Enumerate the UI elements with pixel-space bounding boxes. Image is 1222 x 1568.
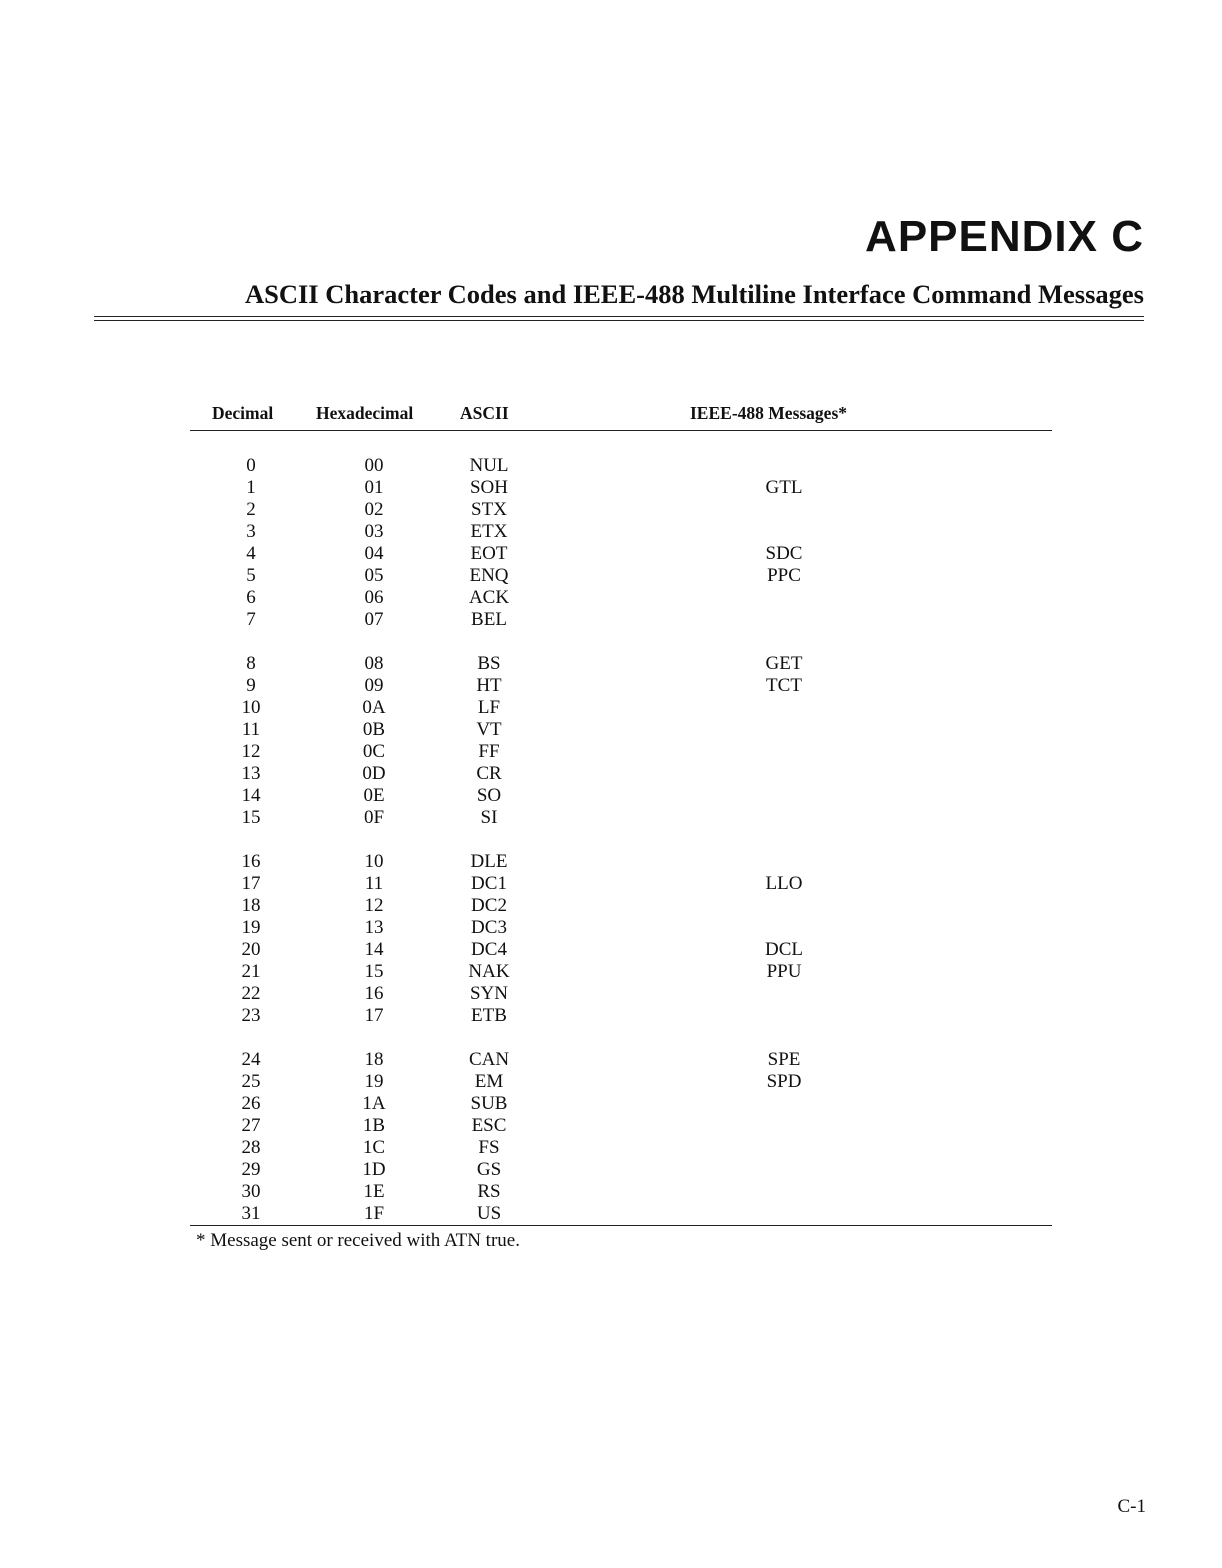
- cell-hexadecimal: 0D: [362, 763, 386, 784]
- table-row: [0, 477, 1222, 499]
- table-row: [0, 521, 1222, 543]
- cell-ascii: SUB: [470, 1093, 508, 1114]
- cell-hexadecimal: 0C: [362, 741, 386, 762]
- cell-hexadecimal: 12: [364, 895, 384, 916]
- table-row: [0, 1159, 1222, 1181]
- column-header-hexadecimal: Hexadecimal: [316, 403, 414, 423]
- table-row: [0, 697, 1222, 719]
- table-row: [0, 983, 1222, 1005]
- cell-ascii: HT: [476, 675, 502, 696]
- cell-decimal: 3: [246, 521, 256, 542]
- cell-ascii: SOH: [469, 477, 508, 498]
- cell-ieee-message: DCL: [765, 939, 803, 960]
- cell-decimal: 25: [241, 1071, 261, 1092]
- cell-ieee-message: SDC: [765, 543, 803, 564]
- table-row: [0, 785, 1222, 807]
- cell-hexadecimal: 16: [364, 983, 384, 1004]
- column-header-decimal: Decimal: [212, 403, 274, 423]
- cell-hexadecimal: 11: [364, 873, 384, 894]
- cell-decimal: 23: [241, 1005, 261, 1026]
- table-row: [0, 1203, 1222, 1225]
- cell-decimal: 31: [241, 1203, 261, 1224]
- cell-hexadecimal: 00: [364, 455, 384, 476]
- table-row: [0, 587, 1222, 609]
- appendix-heading: APPENDIX C: [865, 212, 1144, 261]
- cell-ascii: ETB: [471, 1005, 507, 1026]
- cell-ascii: ETX: [470, 521, 508, 542]
- cell-decimal: 16: [241, 851, 261, 872]
- cell-hexadecimal: 10: [364, 851, 384, 872]
- cell-decimal: 21: [241, 961, 261, 982]
- column-header-ascii: ASCII: [460, 403, 509, 423]
- table-row-group: [0, 455, 1222, 631]
- title-rule-top: [94, 316, 1144, 317]
- cell-ascii: LF: [477, 697, 501, 718]
- table-row: [0, 1005, 1222, 1027]
- cell-ascii: VT: [476, 719, 502, 740]
- cell-ieee-message: SPE: [767, 1049, 801, 1070]
- table-body: [0, 455, 1222, 1247]
- table-row-group: [0, 653, 1222, 829]
- cell-ascii: RS: [477, 1181, 501, 1202]
- table-row: [0, 873, 1222, 895]
- cell-ascii: US: [476, 1203, 502, 1224]
- title-rule-bottom: [94, 320, 1144, 321]
- cell-hexadecimal: 0E: [363, 785, 385, 806]
- cell-decimal: 8: [246, 653, 256, 674]
- cell-ascii: NUL: [469, 455, 509, 476]
- cell-decimal: 20: [241, 939, 261, 960]
- cell-decimal: 4: [246, 543, 256, 564]
- cell-ascii: GS: [476, 1159, 502, 1180]
- cell-decimal: 6: [246, 587, 256, 608]
- cell-decimal: 0: [246, 455, 256, 476]
- cell-ascii: EOT: [470, 543, 508, 564]
- cell-ieee-message: LLO: [765, 873, 803, 894]
- cell-hexadecimal: 05: [364, 565, 384, 586]
- cell-ascii: DC3: [471, 917, 507, 938]
- table-row: [0, 917, 1222, 939]
- cell-ascii: ACK: [468, 587, 510, 608]
- cell-hexadecimal: 06: [364, 587, 384, 608]
- cell-hexadecimal: 0A: [362, 697, 386, 718]
- cell-hexadecimal: 13: [364, 917, 384, 938]
- cell-ascii: EM: [474, 1071, 504, 1092]
- table-row: [0, 1093, 1222, 1115]
- cell-decimal: 30: [241, 1181, 261, 1202]
- table-row: [0, 455, 1222, 477]
- cell-hexadecimal: 1D: [362, 1159, 386, 1180]
- table-row: [0, 1115, 1222, 1137]
- cell-hexadecimal: 17: [364, 1005, 384, 1026]
- table-row: [0, 653, 1222, 675]
- table-row-group: [0, 851, 1222, 1027]
- cell-ieee-message: PPU: [766, 961, 802, 982]
- table-bottom-rule: [190, 1225, 1052, 1226]
- table-row-group: [0, 1049, 1222, 1225]
- cell-decimal: 29: [241, 1159, 261, 1180]
- cell-hexadecimal: 09: [364, 675, 384, 696]
- cell-decimal: 27: [241, 1115, 261, 1136]
- table-row: [0, 499, 1222, 521]
- cell-hexadecimal: 02: [364, 499, 384, 520]
- table-row: [0, 609, 1222, 631]
- cell-ascii: FS: [478, 1137, 500, 1158]
- cell-decimal: 22: [241, 983, 261, 1004]
- cell-ascii: DC2: [471, 895, 507, 916]
- table-row: [0, 763, 1222, 785]
- cell-ascii: SYN: [469, 983, 508, 1004]
- cell-decimal: 12: [241, 741, 261, 762]
- footnote: * Message sent or received with ATN true.: [196, 1230, 520, 1251]
- cell-decimal: 9: [246, 675, 256, 696]
- cell-ascii: CAN: [468, 1049, 510, 1070]
- cell-ascii: BEL: [471, 609, 507, 630]
- cell-decimal: 17: [241, 873, 261, 894]
- cell-decimal: 15: [241, 807, 261, 828]
- cell-ieee-message: PPC: [767, 565, 801, 586]
- cell-hexadecimal: 18: [364, 1049, 384, 1070]
- table-row: [0, 895, 1222, 917]
- cell-ieee-message: SPD: [766, 1071, 802, 1092]
- cell-hexadecimal: 0F: [363, 807, 385, 828]
- cell-decimal: 1: [246, 477, 256, 498]
- cell-hexadecimal: 0B: [362, 719, 386, 740]
- cell-decimal: 14: [241, 785, 261, 806]
- cell-ascii: SI: [480, 807, 498, 828]
- table-row: [0, 741, 1222, 763]
- appendix-subtitle: ASCII Character Codes and IEEE-488 Multiline Interface Command Messages: [244, 279, 1144, 309]
- cell-hexadecimal: 1F: [363, 1203, 385, 1224]
- page-number: C-1: [1117, 1496, 1146, 1517]
- cell-ascii: FF: [478, 741, 500, 762]
- cell-decimal: 7: [246, 609, 256, 630]
- table-row: [0, 939, 1222, 961]
- cell-ascii: ENQ: [469, 565, 509, 586]
- cell-ascii: DC4: [471, 939, 507, 960]
- cell-hexadecimal: 15: [364, 961, 384, 982]
- cell-decimal: 5: [246, 565, 256, 586]
- cell-ascii: ESC: [471, 1115, 507, 1136]
- cell-hexadecimal: 03: [364, 521, 384, 542]
- cell-hexadecimal: 14: [364, 939, 384, 960]
- cell-decimal: 18: [241, 895, 261, 916]
- cell-ascii: BS: [477, 653, 501, 674]
- cell-hexadecimal: 01: [364, 477, 384, 498]
- cell-ascii: DC1: [471, 873, 507, 894]
- cell-ascii: NAK: [468, 961, 510, 982]
- table-row: [0, 1071, 1222, 1093]
- cell-ascii: DLE: [470, 851, 508, 872]
- table-header-rule: [190, 430, 1052, 431]
- cell-ascii: SO: [476, 785, 502, 806]
- cell-hexadecimal: 04: [364, 543, 384, 564]
- table-row: [0, 1137, 1222, 1159]
- cell-decimal: 10: [241, 697, 261, 718]
- cell-hexadecimal: 07: [364, 609, 384, 630]
- cell-hexadecimal: 1A: [362, 1093, 386, 1114]
- cell-decimal: 13: [241, 763, 261, 784]
- table-row: [0, 807, 1222, 829]
- cell-decimal: 19: [241, 917, 261, 938]
- table-row: [0, 1181, 1222, 1203]
- cell-hexadecimal: 19: [364, 1071, 384, 1092]
- cell-decimal: 26: [241, 1093, 261, 1114]
- column-header-ieee-messages: IEEE-488 Messages*: [690, 403, 848, 423]
- cell-decimal: 11: [241, 719, 261, 740]
- cell-ascii: CR: [476, 763, 502, 784]
- cell-hexadecimal: 1C: [362, 1137, 386, 1158]
- cell-hexadecimal: 1E: [363, 1181, 385, 1202]
- table-row: [0, 543, 1222, 565]
- cell-ieee-message: GTL: [765, 477, 803, 498]
- cell-decimal: 28: [241, 1137, 261, 1158]
- table-row: [0, 565, 1222, 587]
- table-row: [0, 719, 1222, 741]
- table-row: [0, 675, 1222, 697]
- table-row: [0, 851, 1222, 873]
- cell-hexadecimal: 08: [364, 653, 384, 674]
- cell-ascii: STX: [471, 499, 507, 520]
- cell-decimal: 2: [246, 499, 256, 520]
- cell-decimal: 24: [241, 1049, 261, 1070]
- table-row: [0, 961, 1222, 983]
- cell-hexadecimal: 1B: [362, 1115, 386, 1136]
- cell-ieee-message: GET: [765, 653, 803, 674]
- table-row: [0, 1049, 1222, 1071]
- cell-ieee-message: TCT: [766, 675, 802, 696]
